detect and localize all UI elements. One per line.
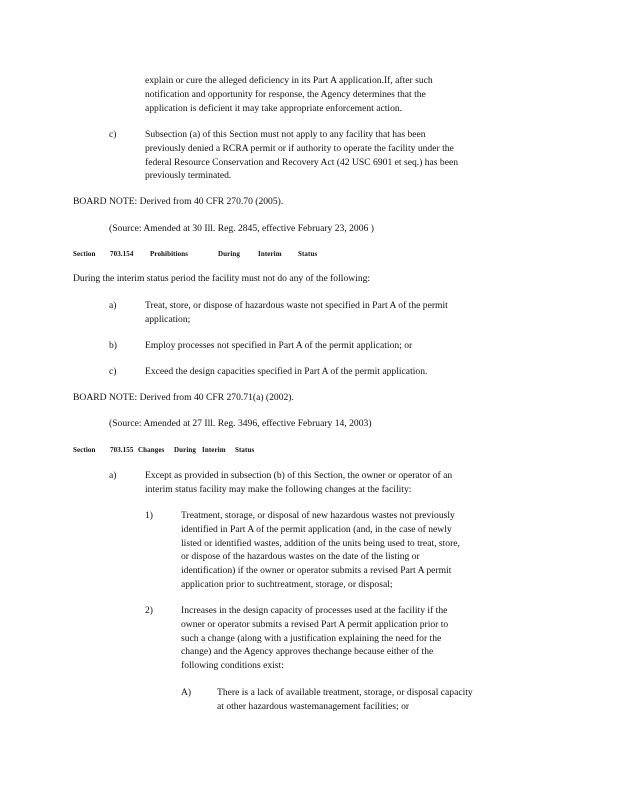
board-note: BOARD NOTE: Derived from 40 CFR 270.71(a) (2002).	[73, 392, 294, 403]
list-item: Exceed the design capacities specified in Part A of the permit application.	[145, 366, 428, 377]
item-label: c)	[109, 129, 117, 140]
text-line: application is deficient it may take appropriate enforcement action.	[145, 102, 403, 114]
intro-text: During the interim status period the facility must not do any of the following:	[73, 273, 371, 284]
text-line: explain or cure the alleged deficiency in its Part A application.If, after such	[145, 75, 433, 86]
text-line: Except as provided in subsection (b) of this Section, the owner or operator of an	[145, 470, 453, 481]
text-line: change) and the Agency approves thechange because either of the	[181, 646, 434, 658]
text-line: application prior to suchtreatment, storage, or disposal;	[181, 578, 393, 590]
item-label: A)	[181, 687, 192, 698]
section-word: Section	[73, 446, 96, 454]
text-line: application;	[145, 313, 191, 325]
paragraph-subsection-a	[145, 469, 531, 497]
text-line: federal Resource Conservation and Recovery Act (42 USC 6901 et seq.) has been	[145, 156, 459, 168]
item-label: 2)	[145, 605, 153, 616]
section-title-word: During	[218, 250, 240, 258]
section-heading	[73, 445, 254, 455]
text-line: Subsection (a) of this Section must not apply to any facility that has been	[145, 129, 426, 140]
text-line: following conditions exist:	[181, 660, 284, 672]
text-line: Treatment, storage, or disposal of new hazardous wastes not previously	[181, 510, 455, 521]
paragraph-subsection-a2	[181, 604, 517, 673]
text-line: such a change (along with a justification explaining the need for the	[181, 632, 442, 644]
text-line: identification) if the owner or operator submits a revised Part A permit	[181, 565, 452, 577]
item-label: c)	[109, 366, 117, 377]
text-line: owner or operator submits a revised Part A permit application prior to	[181, 618, 449, 630]
paragraph-continuation	[145, 74, 507, 115]
text-line: previously terminated.	[145, 170, 232, 182]
text-line: interim status facility may make the following changes at the facility:	[145, 483, 412, 495]
text-line: notification and opportunity for response, the Agency determines that the	[145, 88, 426, 100]
board-note: BOARD NOTE: Derived from 40 CFR 270.70 (2005).	[73, 196, 284, 207]
section-title-word: Changes	[138, 446, 165, 454]
section-number: 703.154	[110, 250, 134, 258]
paragraph-subsection-a2A	[217, 686, 533, 714]
item-label: 1)	[145, 510, 153, 521]
text-line: Treat, store, or dispose of hazardous waste not specified in Part A of the permit	[145, 300, 448, 311]
section-title-word: Status	[235, 446, 255, 454]
section-title-word: Interim	[202, 446, 226, 454]
item-label: a)	[109, 300, 117, 311]
list-item: Employ processes not specified in Part A of the permit application; or	[145, 340, 413, 351]
section-title-word: During	[174, 446, 196, 454]
item-label: a)	[109, 470, 117, 481]
item-label: b)	[109, 340, 117, 351]
text-line: at other hazardous wastemanagement facilities; or	[217, 700, 410, 712]
section-title-word: Prohibitions	[150, 250, 189, 258]
source-note: (Source: Amended at 30 Ill. Reg. 2845, effective February 23, 2006 )	[109, 223, 374, 234]
section-number: 703.155	[110, 446, 134, 454]
text-line: previously denied a RCRA permit or if authority to operate the facility under the	[145, 142, 454, 154]
text-line: There is a lack of available treatment, storage, or disposal capacity	[217, 687, 473, 698]
text-line: Increases in the design capacity of processes used at the facility if the	[181, 605, 448, 616]
text-line: listed or identified wastes, addition of the units being used to treat, store,	[181, 537, 460, 549]
text-line: identified in Part A of the permit application (and, in the case of newly	[181, 523, 452, 535]
paragraph-subsection-c	[145, 128, 537, 183]
section-heading	[73, 249, 317, 259]
section-title-word: Status	[298, 250, 318, 258]
list-item	[145, 299, 523, 327]
section-word: Section	[73, 250, 96, 258]
text-line: or dispose of the hazardous wastes on the date of the listing or	[181, 551, 420, 563]
source-note: (Source: Amended at 27 Ill. Reg. 3496, effective February 14, 2003)	[109, 418, 372, 429]
paragraph-subsection-a1	[181, 509, 529, 592]
section-title-word: Interim	[258, 250, 282, 258]
